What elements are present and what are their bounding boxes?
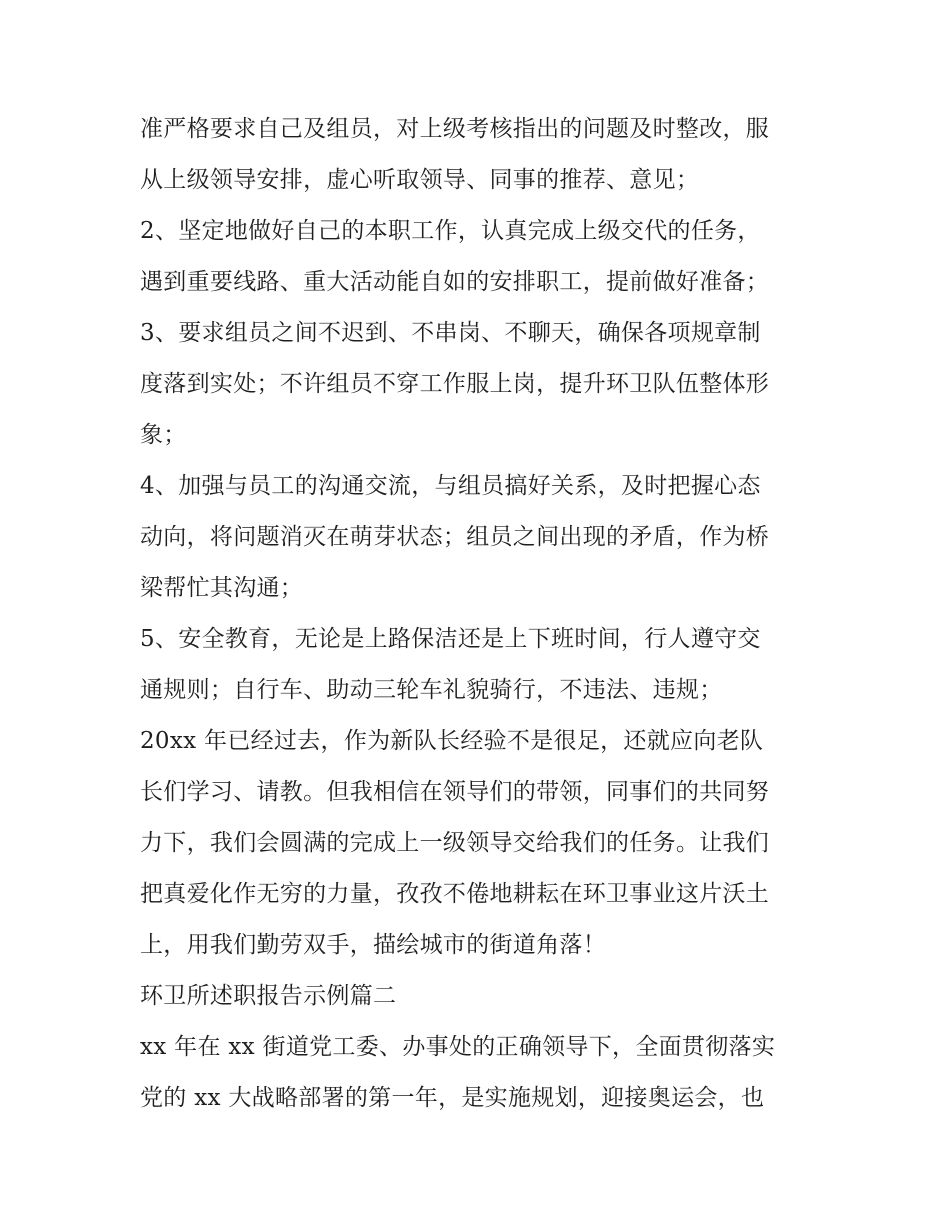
- text-line: 把真爱化作无穷的力量，孜孜不倦地耕耘在环卫事业这片沃土: [140, 881, 770, 907]
- text-line: 通规则；自行车、助动三轮车礼貌骑行，不违法、违规；: [140, 677, 723, 703]
- text-line: 度落到实处；不许组员不穿工作服上岗，提升环卫队伍整体形: [140, 371, 770, 397]
- text-line: 象；: [140, 422, 187, 448]
- list-item-4-line: 4、加强与员工的沟通交流，与组员搞好关系，及时把握心态: [140, 473, 761, 499]
- text-line: 梁帮忙其沟通；: [140, 575, 304, 601]
- list-item-3-line: 3、要求组员之间不迟到、不串岗、不聊天，确保各项规章制: [140, 320, 761, 346]
- list-item-2-line: 2、坚定地做好自己的本职工作，认真完成上级交代的任务，: [140, 218, 761, 244]
- text-line: 上，用我们勤劳双手，描绘城市的街道角落！: [140, 932, 606, 958]
- text-line: 准严格要求自己及组员，对上级考核指出的问题及时整改，服: [140, 116, 770, 142]
- section-heading: 环卫所述职报告示例篇二: [140, 983, 397, 1009]
- text-line: 动向，将问题消灭在萌芽状态；组员之间出现的矛盾，作为桥: [140, 524, 770, 550]
- document-body: [140, 104, 820, 1124]
- text-line: 长们学习、请教。但我相信在领导们的带领，同事们的共同努: [140, 779, 770, 805]
- paragraph-line: 20xx 年已经过去，作为新队长经验不是很足，还就应向老队: [140, 728, 764, 754]
- list-item-5-line: 5、安全教育，无论是上路保洁还是上下班时间，行人遵守交: [140, 626, 761, 652]
- text-line: 力下，我们会圆满的完成上一级领导交给我们的任务。让我们: [140, 830, 770, 856]
- text-line: 遇到重要线路、重大活动能自如的安排职工，提前做好准备；: [140, 269, 770, 295]
- paragraph-line: xx 年在 xx 街道党工委、办事处的正确领导下，全面贯彻落实: [140, 1034, 776, 1060]
- text-line: 党的 xx 大战略部署的第一年，是实施规划，迎接奥运会，也: [140, 1085, 765, 1111]
- text-line: 从上级领导安排，虚心听取领导、同事的推荐、意见；: [140, 167, 700, 193]
